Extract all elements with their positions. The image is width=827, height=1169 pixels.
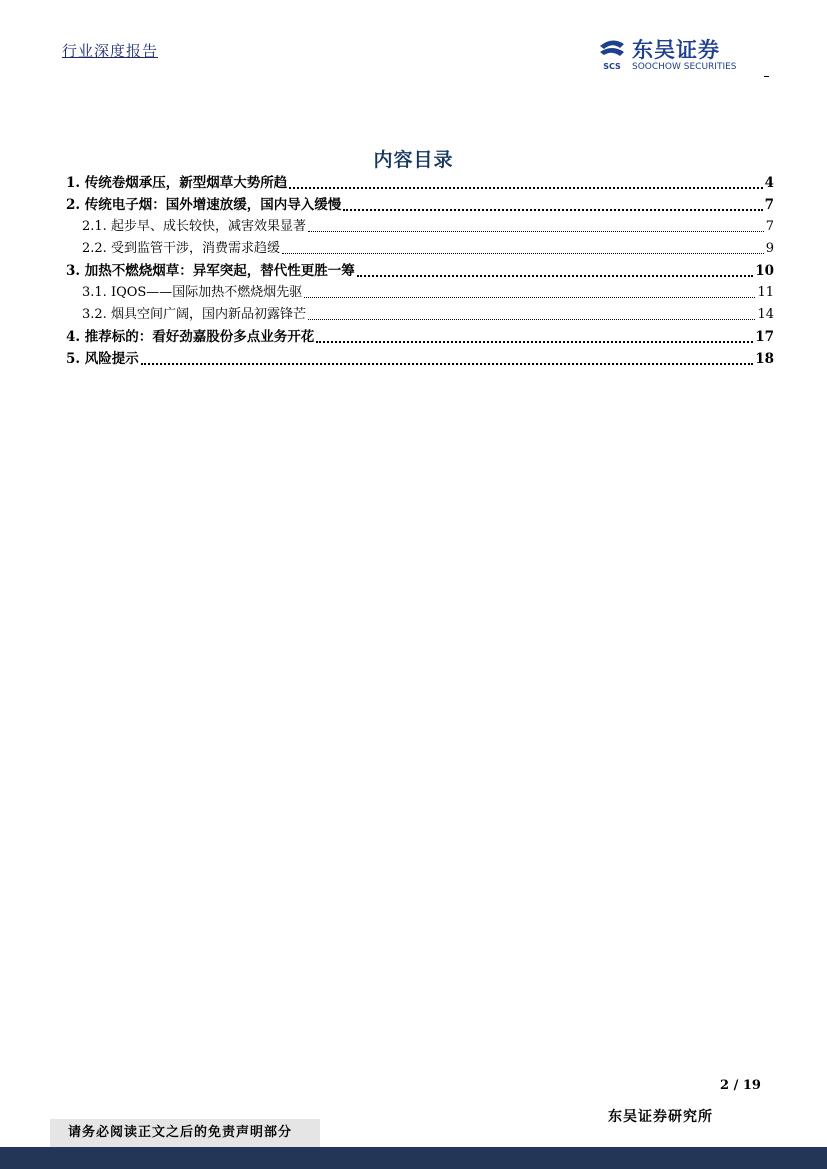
toc-entry-page: 14 [757,307,774,322]
toc-leader-dots [308,318,756,320]
toc-leader-dots [282,252,764,254]
toc-entry-page: 7 [765,219,774,234]
logo-mark-text: SCS [603,62,621,71]
logo-chinese-name: 东吴证券 [632,38,720,62]
page-number: 2 / 19 [720,1078,761,1093]
scs-logo-icon [596,36,628,72]
disclaimer-note: 请务必阅读正文之后的免责声明部分 [50,1119,320,1147]
header-divider [764,76,769,77]
toc-entry-title: 3.2. 烟具空间广阔，国内新品初露锋芒 [82,307,306,322]
toc-entry-subsection[interactable] [66,216,774,238]
toc-entry-title: 2. 传统电子烟：国外增速放缓，国内导入缓慢 [66,197,342,213]
toc-entry-section[interactable] [66,194,774,216]
toc-entry-subsection[interactable] [66,238,774,260]
toc-entry-title: 2.1. 起步早、成长较快，减害效果显著 [82,219,306,234]
toc-entry-page: 10 [755,263,774,279]
research-institute-name: 东吴证券研究所 [608,1109,713,1125]
toc-entry-title: 4. 推荐标的：看好劲嘉股份多点业务开花 [66,329,315,345]
toc-entry-section[interactable] [66,172,774,194]
toc-entry-title: 5. 风险提示 [66,351,139,367]
toc-entry-page: 18 [755,351,774,367]
toc-entry-title: 3. 加热不燃烧烟草：异军突起，替代性更胜一筹 [66,263,355,279]
toc-leader-dots [141,362,753,365]
toc-leader-dots [304,296,755,298]
toc-leader-dots [357,274,753,277]
toc-entry-page: 4 [764,175,774,191]
toc-title: 内容目录 [373,149,454,171]
toc-leader-dots [343,208,762,211]
toc-leader-dots [308,230,764,232]
toc-leader-dots [316,340,753,343]
toc-entry-page: 9 [765,241,774,256]
toc-entry-page: 7 [764,197,774,213]
toc-entry-section[interactable] [66,326,774,348]
toc-entry-subsection[interactable] [66,282,774,304]
toc-entry-subsection[interactable] [66,304,774,326]
toc-entry-page: 17 [755,329,774,345]
logo-english-name: SOOCHOW SECURITIES [632,62,737,72]
report-type-label: 行业深度报告 [62,42,159,60]
toc-entry-title: 3.1. IQOS——国际加热不燃烧烟先驱 [82,285,303,300]
toc-entry-title: 1. 传统卷烟承压，新型烟草大势所趋 [66,175,288,191]
toc-entry-section[interactable] [66,348,774,370]
toc-entry-title: 2.2. 受到监管干涉，消费需求趋缓 [82,241,280,256]
toc-entry-section[interactable] [66,260,774,282]
footer-bar [0,1147,827,1169]
toc-entry-page: 11 [757,285,774,300]
toc-leader-dots [289,186,762,189]
table-of-contents [66,172,774,370]
soochow-logo [596,34,766,74]
